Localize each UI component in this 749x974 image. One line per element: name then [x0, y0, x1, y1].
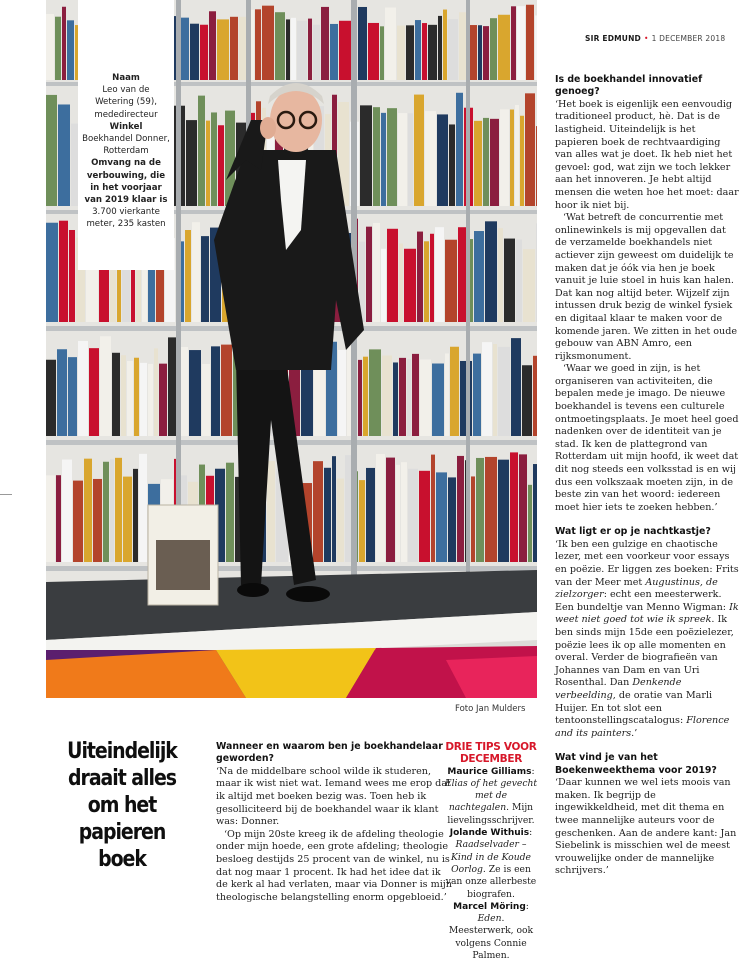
book-spine — [519, 454, 527, 562]
book-spine — [368, 23, 379, 80]
book-spine — [430, 234, 434, 322]
book-spine — [510, 110, 514, 206]
book-spine — [515, 105, 519, 206]
answer-paragraph: ‘Waar we goed in zijn, is het organiseren van activiteiten, die bepalen mede je imago. De nieuwe boekhandel is tevens een culturele ontmoetingsplaats. Je moet heel goed nadenken over de identiteit van je stad. Ik ken de plattegrond van Rotterdam uit mijn hoofd, ik weet dat dit nog steeds een volksstad is en wij dus een volkszaak moeten zijn, in de beste zin van het woord: iedereen moet hier iets te zoeken hebben.’ — [555, 363, 739, 513]
book-spine — [332, 456, 336, 562]
book-spine — [386, 458, 395, 562]
book-spine — [78, 341, 88, 436]
book-spine — [516, 239, 522, 322]
book-spine — [535, 15, 537, 80]
book-spine — [381, 113, 386, 206]
tips-box — [444, 742, 538, 962]
book-spine — [46, 475, 55, 562]
book-spine — [366, 227, 372, 322]
shop-value: Boekhandel Donner, Rotterdam — [82, 134, 170, 157]
book-spine — [425, 111, 436, 206]
book-spine — [221, 345, 232, 436]
book-spine — [435, 227, 444, 322]
book-spine — [297, 21, 307, 80]
header-separator: • — [643, 34, 649, 43]
book-spine — [267, 461, 275, 562]
book-spine — [449, 124, 455, 206]
book-spine — [412, 354, 419, 436]
book-spine — [134, 358, 139, 436]
margin-rule — [0, 494, 12, 495]
book-spine — [180, 18, 189, 80]
book-spine — [407, 359, 411, 436]
book-spine — [123, 477, 132, 562]
book-spine — [339, 21, 351, 80]
book-spine — [493, 344, 497, 436]
shop-label: Winkel — [109, 121, 143, 132]
book-spine — [71, 124, 78, 206]
book-spine — [510, 452, 518, 562]
book-spine — [482, 342, 492, 436]
page-header — [585, 34, 725, 43]
book-spine — [218, 125, 224, 206]
book-spine — [520, 116, 524, 206]
book-spine — [385, 8, 396, 80]
book-spine — [62, 460, 72, 562]
book-spine — [313, 25, 320, 80]
book-spine — [159, 364, 167, 436]
profile-infobox — [78, 0, 174, 270]
book-spine — [359, 480, 365, 562]
book-spine — [448, 477, 456, 562]
book-spine — [517, 6, 525, 80]
book-spine — [528, 485, 532, 562]
book-spine — [68, 357, 77, 436]
book-spine — [103, 462, 109, 562]
book-spine — [324, 468, 331, 562]
book-spine — [202, 364, 210, 436]
book-spine — [490, 18, 497, 80]
size-label: Omvang na de verbouwing, die in het voorjaar van 2019 klaar is — [84, 158, 168, 206]
answer-paragraph: ‘Daar kunnen we wel iets moois van maken. Ik begrijp de ingewikkeldheid, met dit thema en twee mannelijke auteurs voor de geschenken. Aan de andere kant: Jan Siebelink is misschien wel de meest vrouwelijke onder de mannelijke schrijvers.’ — [555, 777, 737, 877]
book-spine — [189, 350, 201, 436]
tip-item: Jolande Withuis: Raadselvader – Kind in de Koude Oorlog. Ze is een van onze allerbeste biografen. — [445, 827, 537, 900]
book-spine — [154, 348, 158, 436]
book-spine — [474, 121, 482, 206]
book-spine — [321, 7, 329, 80]
book-spine — [536, 126, 537, 206]
book-spine — [533, 356, 537, 436]
book-spine — [404, 249, 416, 322]
book-spine — [46, 95, 57, 206]
name-label: Naam — [112, 73, 140, 83]
book-spine — [424, 241, 429, 322]
book-spine — [84, 459, 92, 562]
book-spine — [406, 25, 414, 80]
book-spine — [262, 6, 274, 80]
book-spine — [314, 362, 325, 436]
book-spine — [458, 227, 467, 322]
book-spine — [483, 26, 489, 80]
book-spine — [286, 19, 290, 80]
answer-paragraph: ‘Het boek is eigenlijk een eenvoudig traditioneel product, hè. Dat is de lastigheid. Uiteindelijk is het papieren boek de rechtvaardiging van alles wat je doet. Ik heb niet het gevoel: god, wat zijn we toch lekker aan het innoveren. Je hebt altijd mensen die weten hoe het moet: daar hoor ik niet bij. — [555, 98, 739, 211]
book-spine — [239, 17, 247, 80]
book-spine — [381, 249, 386, 322]
size-value: 3.700 vierkante meter, 235 kasten — [86, 207, 166, 230]
book-spine — [301, 363, 313, 436]
answer-paragraph: ‘Wat betreft de concurrentie met onlinewinkels is mij opgevallen dat de verzamelde boekhandels niet actiever zijn geweest om duidelijk te maken dat je óók via hen je boek vanuit je luie stoel in huis kan halen. Dat kan nog altijd beter. Wijzelf zijn intussen druk bezig de winkel fysiek en digitaal klaar te maken voor de komende jaren. We zitten in het oude gebouw van ABN Amro, een rijksmonument. — [555, 212, 738, 362]
answer-paragraph: ‘Na de middelbare school wilde ik studeren, maar ik wist niet wat. Iemand wees me erop dat ik altijd met boeken bezig was. Toen heb ik gesolliciteerd bij de boekhandel waar ik klant was: Donner. — [216, 765, 451, 828]
book-spine — [471, 476, 475, 562]
book-spine — [139, 454, 147, 562]
question-book-week: Wat vind je van het Boekenweekthema voor 2019? — [555, 752, 717, 776]
book-spine — [255, 9, 261, 80]
book-spine — [363, 357, 368, 436]
book-spine — [422, 23, 427, 80]
book-spine — [58, 104, 70, 206]
book-spine — [478, 25, 482, 80]
book-spine — [445, 240, 457, 322]
book-spine — [436, 472, 447, 562]
book-spine — [291, 18, 296, 80]
name-value: Leo van de Wetering (59), mededirecteur — [94, 85, 158, 120]
book-spine — [419, 471, 430, 562]
book-spine — [498, 15, 510, 80]
book-spine — [56, 475, 61, 562]
book-spine — [420, 359, 431, 436]
book-spine — [369, 349, 381, 436]
book-spine — [201, 236, 209, 322]
book-spine — [337, 479, 344, 562]
book-spine — [523, 249, 535, 322]
book-spine — [313, 461, 323, 562]
book-spine — [443, 10, 447, 80]
book-spine — [414, 95, 424, 206]
tip-item: Marcel Möring: Eden. Meesterwerk, ook volgens Connie Palmen. — [448, 900, 534, 962]
book-spine — [408, 113, 413, 206]
book-spine — [387, 108, 397, 206]
book-spine — [498, 460, 509, 562]
book-spine — [417, 232, 423, 322]
book-spine — [198, 96, 205, 206]
book-spine — [360, 105, 372, 206]
book-spine — [180, 347, 188, 436]
book-spine — [431, 455, 435, 562]
book-spine — [397, 26, 405, 80]
book-spine — [485, 221, 497, 322]
book-spine — [408, 469, 418, 562]
book-spine — [526, 5, 534, 80]
book-spine — [59, 221, 68, 322]
middle-column — [216, 741, 454, 904]
book-spine — [398, 113, 407, 206]
book-spine — [358, 360, 362, 436]
book-spine — [498, 228, 503, 322]
book-spine — [186, 120, 197, 206]
issue-date: 1 DECEMBER 2018 — [651, 34, 726, 43]
book-spine — [190, 24, 199, 80]
book-spine — [226, 463, 234, 562]
question-career: Wanneer en waarom ben je boekhandelaar geworden? — [216, 741, 443, 765]
book-spine — [338, 350, 346, 436]
book-spine — [192, 222, 200, 322]
book-spine — [347, 344, 351, 436]
question-nightstand: Wat ligt er op je nachtkastje? — [555, 526, 711, 538]
book-spine — [366, 468, 375, 562]
book-spine — [382, 355, 392, 436]
book-spine — [211, 112, 217, 206]
question-innovation: Is de boekhandel innovatief genoeg? — [555, 74, 703, 98]
book-spine — [476, 458, 484, 562]
book-spine — [445, 353, 449, 436]
book-spine — [330, 24, 338, 80]
book-spine — [275, 12, 285, 80]
book-spine — [399, 244, 403, 322]
book-spine — [396, 465, 400, 562]
book-spine — [483, 118, 489, 206]
book-spine — [185, 230, 191, 322]
book-spine — [373, 107, 380, 206]
book-spine — [115, 458, 122, 562]
book-spine — [448, 19, 458, 80]
book-spine — [67, 20, 74, 80]
book-spine — [100, 336, 111, 436]
book-spine — [89, 348, 99, 436]
book-spine — [432, 364, 444, 436]
book-spine — [498, 347, 510, 436]
book-spine — [387, 229, 398, 322]
photo-credit: Foto Jan Mulders — [455, 704, 526, 714]
book-spine — [511, 6, 516, 80]
answer-paragraph: ‘Ik ben een gulzige en chaotische lezer, met een voorkeur voor essays en poëzie. Er liggen zes boeken: Frits van der Meer met Augustinus, de zielzorger: echt een meesterwerk. Een bundeltje van Menno Wigman: Ik weet niet goed tot wie ik spreek. Ik ben sinds mijn 15de een poëzielezer, poëzie lees ik op alle momenten en overal. Verder de biografieën van Johannes van Dam en van Uri Rosenthal. Dan Denkende verbeelding, de oratie van Marli Huijer. En tot slot een tentoonstellingscatalogus: Florence and its painters.’ — [555, 538, 739, 739]
book-spine — [121, 355, 126, 436]
book-spine — [73, 481, 83, 562]
book-spine — [206, 121, 210, 206]
book-spine — [230, 17, 238, 80]
book-spine — [533, 464, 537, 562]
book-spine — [504, 239, 515, 322]
book-spine — [428, 25, 437, 80]
answer-paragraph: ‘Op mijn 20ste kreeg ik de afdeling theologie onder mijn hoede, een grote afdeling; theologie besloeg destijds 25 procent van de winkel, nu is dat nog maar 1 procent. Ik had het idee dat ik de kerk al had verlaten, maar via Donner is mijn theologische belangstelling enorm opgebloeid.’ — [216, 828, 452, 903]
book-spine — [399, 358, 406, 436]
brand-name: SIR EDMUND — [585, 34, 641, 43]
book-spine — [217, 19, 229, 80]
book-spine — [393, 362, 398, 436]
book-spine — [308, 19, 312, 80]
book-spine — [380, 26, 384, 80]
book-spine — [46, 360, 56, 436]
book-spine — [450, 347, 459, 436]
book-spine — [536, 223, 537, 322]
book-spine — [133, 469, 138, 562]
book-spine — [46, 14, 54, 80]
book-spine — [485, 457, 497, 562]
book-spine — [522, 365, 532, 436]
book-spine — [490, 119, 499, 206]
book-spine — [62, 7, 66, 80]
book-spine — [500, 109, 509, 206]
book-spine — [110, 459, 114, 562]
book-spine — [358, 7, 367, 80]
book-spine — [456, 93, 463, 206]
book-spine — [69, 230, 75, 322]
book-spine — [46, 223, 58, 322]
book-spine — [415, 20, 421, 80]
book-spine — [376, 454, 385, 562]
book-spine — [211, 346, 220, 436]
book-spine — [511, 338, 521, 436]
book-spine — [473, 354, 481, 436]
headline: Uiteindelijk draait alles om het papieren boek — [67, 739, 177, 872]
book-spine — [457, 456, 464, 562]
book-spine — [112, 353, 120, 436]
tips-title: DRIE TIPS VOOR DECEMBER — [445, 741, 537, 765]
book-spine — [127, 361, 133, 436]
book-spine — [140, 363, 147, 436]
tip-item: Maurice Gilliams: Elias of het gevecht met de nachtegalen. Mijn lievelingsschrijver. — [444, 765, 538, 826]
book-spine — [373, 223, 380, 322]
book-spine — [474, 231, 484, 322]
book-spine — [525, 93, 535, 206]
book-spine — [438, 16, 442, 80]
book-spine — [209, 11, 216, 80]
right-column — [555, 74, 739, 878]
book-spine — [401, 462, 407, 562]
book-spine — [55, 17, 61, 80]
book-spine — [200, 25, 208, 80]
book-spine — [148, 364, 153, 436]
book-spine — [470, 25, 477, 80]
book-spine — [93, 479, 102, 562]
book-spine — [57, 349, 67, 436]
book-spine — [437, 114, 448, 206]
